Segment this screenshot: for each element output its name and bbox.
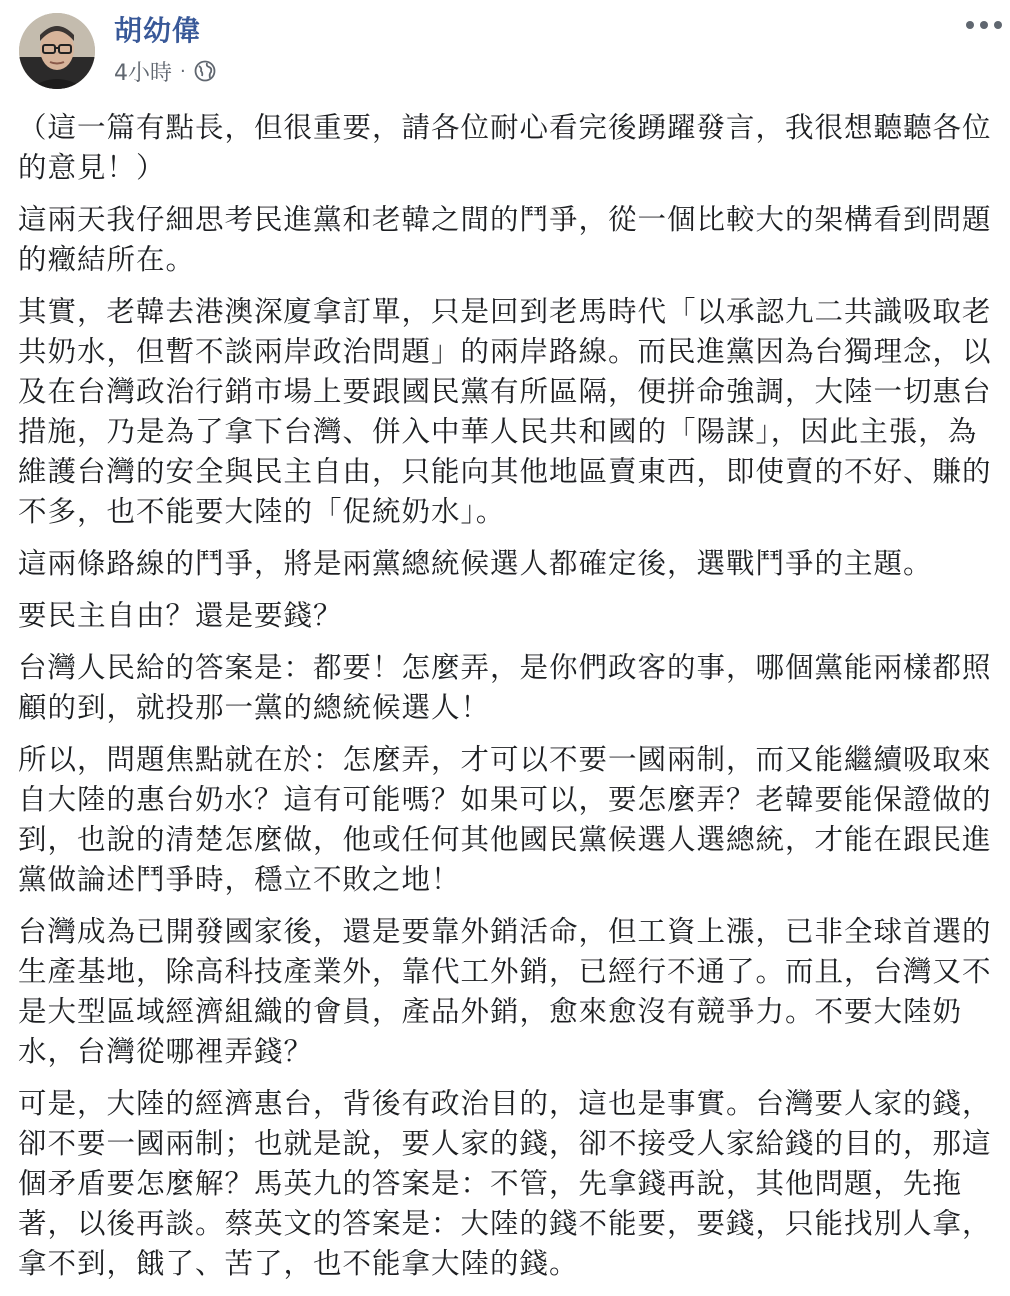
post-paragraph: 所以，問題焦點就在於：怎麼弄，才可以不要一國兩制，而又能繼續吸取來自大陸的惠台奶水？這有可能嗎？如果可以，要怎麼弄？老韓要能保證做的到，也說的清楚怎麼做，他或任何其他國民黨候選人選總統，才能在跟民進黨做論述鬥爭時，穩立不敗之地！ <box>18 743 992 896</box>
post-header <box>0 0 1010 100</box>
meta-separator: · <box>180 60 186 82</box>
globe-icon[interactable] <box>194 60 216 82</box>
post-paragraph: 這兩條路線的鬥爭，將是兩黨總統候選人都確定後，選戰鬥爭的主題。 <box>18 547 933 580</box>
post-paragraph: 其實，老韓去港澳深廈拿訂單，只是回到老馬時代「以承認九二共識吸取老共奶水，但暫不談兩岸政治問題」的兩岸路線。而民進黨因為台獨理念，以及在台灣政治行銷市場上要跟國民黨有所區隔，便拼命強調，大陸一切惠台措施，乃是為了拿下台灣、併入中華人民共和國的「陽謀」，因此主張，為維護台灣的安全與民主自由，只能向其他地區賣東西，即使賣的不好、賺的不多，也不能要大陸的「促統奶水」。 <box>18 295 992 528</box>
post-paragraph: （這一篇有點長，但很重要，請各位耐心看完後踴躍發言，我很想聽聽各位的意見！） <box>18 111 992 184</box>
more-dot <box>980 21 988 29</box>
avatar[interactable] <box>19 13 95 89</box>
more-dot <box>966 21 974 29</box>
post-paragraph: 要民主自由？還是要錢？ <box>18 599 343 632</box>
post-body <box>18 108 1000 1296</box>
post-meta <box>114 57 216 85</box>
post-paragraph: 台灣人民給的答案是：都要！怎麼弄，是你們政客的事，哪個黨能兩樣都照顧的到，就投那一黨的總統候選人！ <box>18 651 992 724</box>
post-paragraph: 這兩天我仔細思考民進黨和老韓之間的鬥爭，從一個比較大的架構看到問題的癥結所在。 <box>18 203 992 276</box>
post-paragraph: 可是，大陸的經濟惠台，背後有政治目的，這也是事實。台灣要人家的錢，卻不要一國兩制；也就是說，要人家的錢，卻不接受人家給錢的目的，那這個矛盾要怎麼解？馬英九的答案是：不管，先拿錢再說，其他問題，先拖著，以後再談。蔡英文的答案是：大陸的錢不能要，要錢，只能找別人拿，拿不到，餓了、苦了，也不能拿大陸的錢。 <box>18 1087 992 1280</box>
more-options-icon[interactable] <box>966 14 1002 36</box>
avatar-photo <box>19 13 95 89</box>
more-dot <box>994 21 1002 29</box>
author-name[interactable]: 胡幼偉 <box>114 14 202 47</box>
post-timestamp[interactable]: 4小時 <box>114 60 172 86</box>
post-paragraph: 台灣成為已開發國家後，還是要靠外銷活命，但工資上漲，已非全球首選的生產基地，除高科技產業外，靠代工外銷，已經行不通了。而且，台灣又不是大型區域經濟組織的會員，產品外銷，愈來愈沒有競爭力。不要大陸奶水，台灣從哪裡弄錢？ <box>18 915 992 1068</box>
